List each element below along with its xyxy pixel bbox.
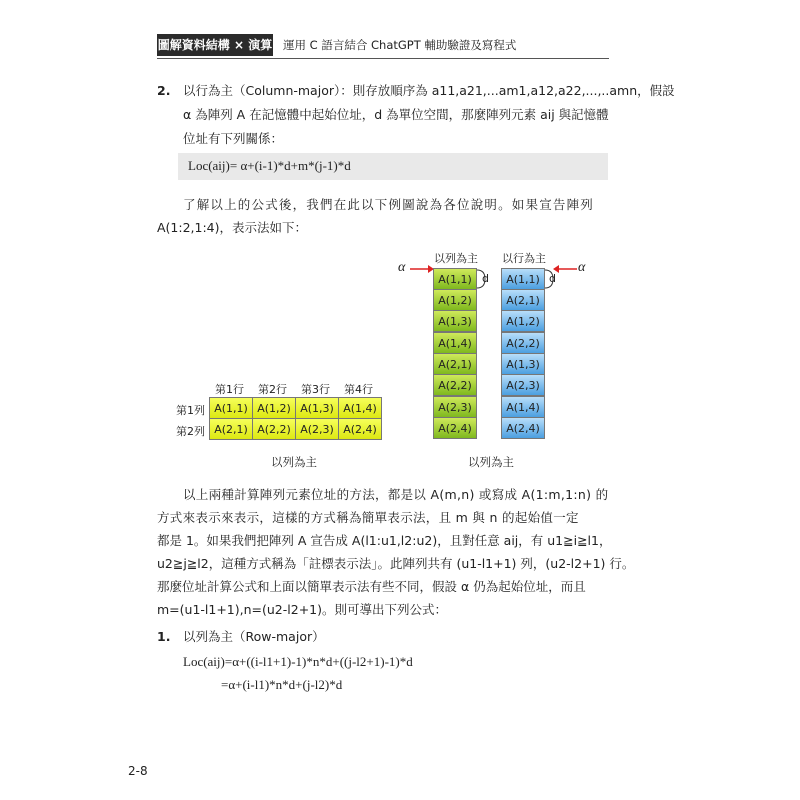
grid-cell: A(2,1) (209, 418, 253, 440)
col-header-2: 第2行 (258, 383, 287, 396)
body-line3: 都是 1。如果我們把陣列 A 宣告成 A(l1:u1,l2:u2)，且對任意 aij，有 u1≧i≧l1， (157, 533, 612, 548)
grid-cell: A(2,4) (338, 418, 382, 440)
row-header-2: 第2列 (176, 425, 205, 438)
grid-cell: A(1,2) (252, 397, 296, 419)
body-line1: 以上兩種計算陣列元素位址的方法，都是以 A(m,n) 或寫成 A(1:m,1:n) 的 (183, 487, 609, 502)
alpha-symbol-right: α (578, 260, 586, 275)
arrow-right-icon (410, 262, 434, 276)
section2-title: 以行為主（Column-major）：則存放順序為 a11,a21,...am1,a12,a22,...,..amn，假設 (183, 83, 675, 98)
chapter-tab: 圖解資料結構 × 演算法 (157, 34, 273, 56)
memory-cell: A(2,2) (501, 332, 545, 354)
formula-row-major-line2: =α+(i-l1)*n*d+(j-l2)*d (221, 677, 343, 692)
memory-cell: A(2,3) (501, 374, 545, 396)
memory-cell: A(2,2) (433, 374, 477, 396)
section1-number: 1. (157, 629, 171, 644)
alpha-symbol-left: α (398, 260, 406, 275)
body-line4: u2≧j≧l2，這種方式稱為「註標表示法」。此陣列共有 (u1-l1+1) 列，(u2-l2+1) 行。 (157, 556, 635, 571)
unit-d-right: d (549, 272, 556, 285)
intro-line2: A(1:2,1:4)，表示法如下： (157, 220, 308, 235)
formula-column-major: Loc(aij)= α+(i-1)*d+m*(j-1)*d (188, 158, 351, 173)
grid-caption: 以列為主 (271, 455, 317, 469)
col-major-label: 以行為主 (502, 252, 546, 265)
formula-row-major-line1: Loc(aij)=α+((i-l1+1)-1)*n*d+((j-l2+1)-1)*d (183, 654, 413, 669)
row-major-caption: 以列為主 (468, 455, 514, 469)
memory-cell: A(1,1) (433, 268, 477, 290)
col-header-4: 第4行 (344, 383, 373, 396)
page-number: 2-8 (128, 764, 148, 778)
memory-cell: A(1,2) (433, 289, 477, 311)
body-line5: 那麼位址計算公式和上面以簡單表示法有些不同，假設 α 仍為起始位址，而且 (157, 579, 586, 594)
row-header-1: 第1列 (176, 404, 205, 417)
memory-cell: A(1,2) (501, 310, 545, 332)
col-header-3: 第3行 (301, 383, 330, 396)
memory-cell: A(2,1) (433, 353, 477, 375)
grid-cell: A(1,1) (209, 397, 253, 419)
body-line2: 方式來表示來表示，這樣的方式稱為簡單表示法，且 m 與 n 的起始值一定 (157, 510, 579, 525)
grid-cell: A(2,3) (295, 418, 339, 440)
memory-cell: A(1,4) (433, 332, 477, 354)
grid-cell: A(1,4) (338, 397, 382, 419)
grid-cell: A(1,3) (295, 397, 339, 419)
section2-line3: 位址有下列關係： (183, 131, 284, 146)
arrow-left-icon (553, 262, 577, 276)
col-header-1: 第1行 (215, 383, 244, 396)
memory-cell: A(2,4) (433, 417, 477, 439)
memory-cell: A(1,4) (501, 396, 545, 418)
intro-line1: 了解以上的公式後，我們在此以下例圖說為各位說明。如果宣告陣列 (183, 197, 595, 212)
row-major-label: 以列為主 (434, 252, 478, 265)
section2-line2: α 為陣列 A 在記憶體中起始位址，d 為單位空間，那麼陣列元素 aij 與記憶體 (183, 107, 609, 122)
grid-cell: A(2,2) (252, 418, 296, 440)
memory-cell: A(1,3) (501, 353, 545, 375)
header-divider (157, 58, 609, 59)
section1-title: 以列為主（Row-major） (183, 629, 325, 644)
memory-cell: A(2,3) (433, 396, 477, 418)
body-line6: m=(u1-l1+1),n=(u2-l2+1)。則可導出下列公式： (157, 602, 448, 617)
memory-cell: A(1,1) (501, 268, 545, 290)
memory-cell: A(2,4) (501, 417, 545, 439)
memory-cell: A(2,1) (501, 289, 545, 311)
section2-number: 2. (157, 83, 171, 98)
unit-d-left: d (482, 272, 489, 285)
book-subtitle: 運用 C 語言結合 ChatGPT 輔助驗證及寫程式 (283, 38, 517, 52)
memory-cell: A(1,3) (433, 310, 477, 332)
